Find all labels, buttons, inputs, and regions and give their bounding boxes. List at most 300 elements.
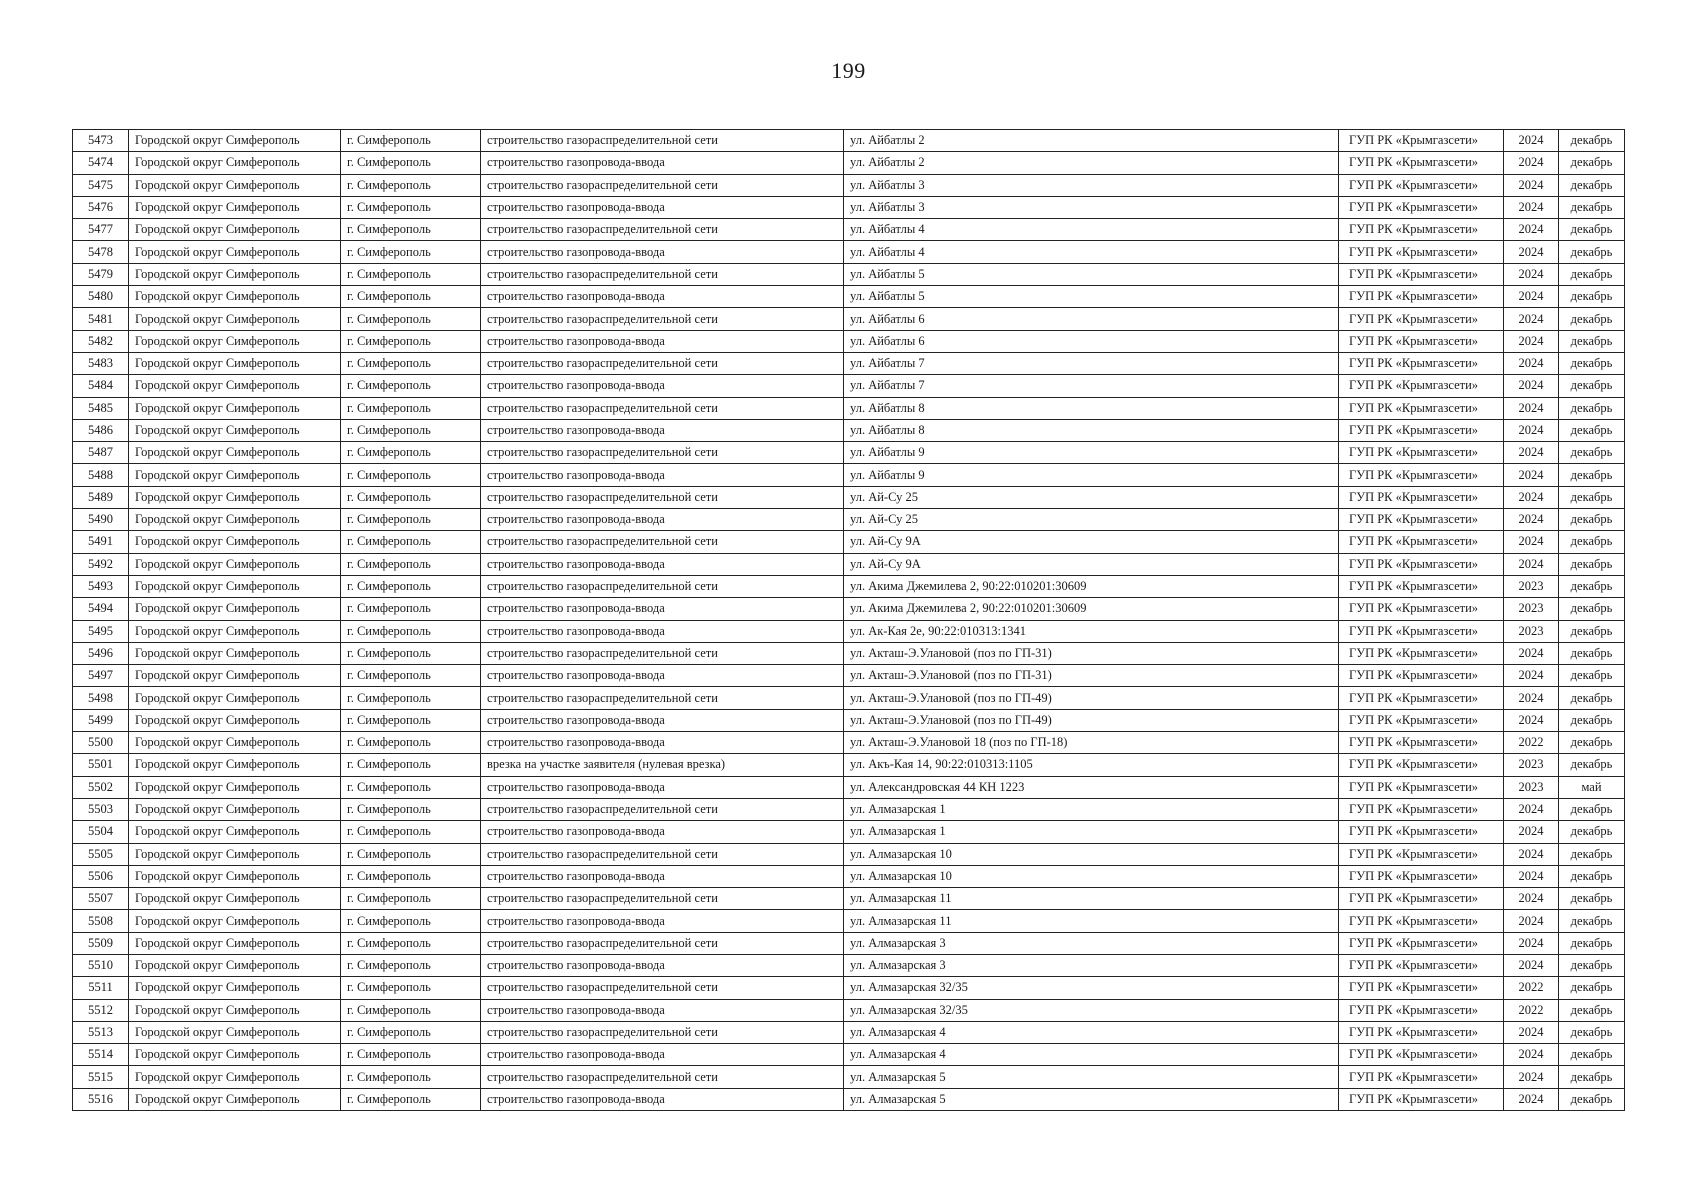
settlement-cell: г. Симферополь — [341, 843, 481, 865]
table-row — [73, 553, 1625, 575]
municipality-cell: Городской округ Симферополь — [129, 397, 341, 419]
month-cell: декабрь — [1559, 509, 1625, 531]
year-cell: 2024 — [1504, 687, 1559, 709]
address-cell: ул. Акташ-Э.Улановой 18 (поз по ГП-18) — [844, 732, 1339, 754]
row-number: 5481 — [73, 308, 129, 330]
settlement-cell: г. Симферополь — [341, 865, 481, 887]
municipality-cell: Городской округ Симферополь — [129, 196, 341, 218]
municipality-cell: Городской округ Симферополь — [129, 219, 341, 241]
month-cell: декабрь — [1559, 575, 1625, 597]
address-cell: ул. Айбатлы 4 — [844, 219, 1339, 241]
municipality-cell: Городской округ Симферополь — [129, 798, 341, 820]
settlement-cell: г. Симферополь — [341, 1021, 481, 1043]
row-number: 5482 — [73, 330, 129, 352]
organization-cell: ГУП РК «Крымгазсети» — [1339, 888, 1504, 910]
table-row — [73, 1044, 1625, 1066]
municipality-cell: Городской округ Симферополь — [129, 776, 341, 798]
work-type-cell: строительство газораспределительной сети — [481, 798, 844, 820]
settlement-cell: г. Симферополь — [341, 888, 481, 910]
year-cell: 2024 — [1504, 375, 1559, 397]
table-row — [73, 419, 1625, 441]
municipality-cell: Городской округ Симферополь — [129, 687, 341, 709]
row-number: 5494 — [73, 598, 129, 620]
address-cell: ул. Акташ-Э.Улановой (поз по ГП-49) — [844, 687, 1339, 709]
address-cell: ул. Акташ-Э.Улановой (поз по ГП-31) — [844, 642, 1339, 664]
row-number: 5490 — [73, 509, 129, 531]
address-cell: ул. Айбатлы 4 — [844, 241, 1339, 263]
organization-cell: ГУП РК «Крымгазсети» — [1339, 375, 1504, 397]
settlement-cell: г. Симферополь — [341, 954, 481, 976]
month-cell: декабрь — [1559, 954, 1625, 976]
settlement-cell: г. Симферополь — [341, 419, 481, 441]
organization-cell: ГУП РК «Крымгазсети» — [1339, 174, 1504, 196]
settlement-cell: г. Симферополь — [341, 263, 481, 285]
table-row — [73, 687, 1625, 709]
month-cell: декабрь — [1559, 375, 1625, 397]
month-cell: декабрь — [1559, 1021, 1625, 1043]
work-type-cell: строительство газораспределительной сети — [481, 352, 844, 374]
organization-cell: ГУП РК «Крымгазсети» — [1339, 843, 1504, 865]
row-number: 5474 — [73, 152, 129, 174]
address-cell: ул. Алмазарская 10 — [844, 843, 1339, 865]
settlement-cell: г. Симферополь — [341, 642, 481, 664]
settlement-cell: г. Симферополь — [341, 776, 481, 798]
table-row — [73, 821, 1625, 843]
year-cell: 2024 — [1504, 352, 1559, 374]
municipality-cell: Городской округ Симферополь — [129, 130, 341, 152]
row-number: 5514 — [73, 1044, 129, 1066]
address-cell: ул. Алмазарская 3 — [844, 932, 1339, 954]
address-cell: ул. Акташ-Э.Улановой (поз по ГП-49) — [844, 709, 1339, 731]
year-cell: 2022 — [1504, 999, 1559, 1021]
row-number: 5483 — [73, 352, 129, 374]
municipality-cell: Городской округ Симферополь — [129, 330, 341, 352]
organization-cell: ГУП РК «Крымгазсети» — [1339, 330, 1504, 352]
organization-cell: ГУП РК «Крымгазсети» — [1339, 308, 1504, 330]
address-cell: ул. Алмазарская 5 — [844, 1066, 1339, 1088]
row-number: 5499 — [73, 709, 129, 731]
address-cell: ул. Акима Джемилева 2, 90:22:010201:30609 — [844, 575, 1339, 597]
municipality-cell: Городской округ Симферополь — [129, 152, 341, 174]
municipality-cell: Городской округ Симферополь — [129, 999, 341, 1021]
work-type-cell: строительство газопровода-ввода — [481, 865, 844, 887]
address-cell: ул. Айбатлы 3 — [844, 174, 1339, 196]
settlement-cell: г. Симферополь — [341, 397, 481, 419]
work-type-cell: строительство газопровода-ввода — [481, 553, 844, 575]
year-cell: 2024 — [1504, 709, 1559, 731]
organization-cell: ГУП РК «Крымгазсети» — [1339, 196, 1504, 218]
settlement-cell: г. Симферополь — [341, 665, 481, 687]
settlement-cell: г. Симферополь — [341, 821, 481, 843]
settlement-cell: г. Симферополь — [341, 999, 481, 1021]
year-cell: 2024 — [1504, 910, 1559, 932]
municipality-cell: Городской округ Симферополь — [129, 442, 341, 464]
year-cell: 2024 — [1504, 954, 1559, 976]
address-cell: ул. Айбатлы 6 — [844, 308, 1339, 330]
work-type-cell: строительство газораспределительной сети — [481, 575, 844, 597]
municipality-cell: Городской округ Симферополь — [129, 754, 341, 776]
table-row — [73, 754, 1625, 776]
organization-cell: ГУП РК «Крымгазсети» — [1339, 1088, 1504, 1110]
organization-cell: ГУП РК «Крымгазсети» — [1339, 219, 1504, 241]
settlement-cell: г. Симферополь — [341, 442, 481, 464]
table-row — [73, 464, 1625, 486]
year-cell: 2024 — [1504, 798, 1559, 820]
work-type-cell: строительство газопровода-ввода — [481, 330, 844, 352]
work-type-cell: строительство газопровода-ввода — [481, 999, 844, 1021]
address-cell: ул. Ак-Кая 2е, 90:22:010313:1341 — [844, 620, 1339, 642]
month-cell: декабрь — [1559, 821, 1625, 843]
year-cell: 2024 — [1504, 442, 1559, 464]
month-cell: декабрь — [1559, 798, 1625, 820]
address-cell: ул. Акъ-Кая 14, 90:22:010313:1105 — [844, 754, 1339, 776]
organization-cell: ГУП РК «Крымгазсети» — [1339, 665, 1504, 687]
month-cell: декабрь — [1559, 1066, 1625, 1088]
row-number: 5492 — [73, 553, 129, 575]
work-type-cell: строительство газопровода-ввода — [481, 732, 844, 754]
month-cell: декабрь — [1559, 620, 1625, 642]
work-type-cell: строительство газораспределительной сети — [481, 1021, 844, 1043]
year-cell: 2024 — [1504, 932, 1559, 954]
municipality-cell: Городской округ Симферополь — [129, 241, 341, 263]
work-type-cell: строительство газораспределительной сети — [481, 977, 844, 999]
month-cell: декабрь — [1559, 1044, 1625, 1066]
municipality-cell: Городской округ Симферополь — [129, 464, 341, 486]
year-cell: 2024 — [1504, 263, 1559, 285]
organization-cell: ГУП РК «Крымгазсети» — [1339, 821, 1504, 843]
work-type-cell: строительство газораспределительной сети — [481, 263, 844, 285]
table-row — [73, 308, 1625, 330]
table-row — [73, 130, 1625, 152]
year-cell: 2024 — [1504, 464, 1559, 486]
month-cell: декабрь — [1559, 1088, 1625, 1110]
table-row — [73, 241, 1625, 263]
settlement-cell: г. Симферополь — [341, 910, 481, 932]
row-number: 5515 — [73, 1066, 129, 1088]
work-type-cell: строительство газораспределительной сети — [481, 308, 844, 330]
year-cell: 2024 — [1504, 397, 1559, 419]
month-cell: декабрь — [1559, 932, 1625, 954]
row-number: 5493 — [73, 575, 129, 597]
work-type-cell: строительство газопровода-ввода — [481, 464, 844, 486]
organization-cell: ГУП РК «Крымгазсети» — [1339, 754, 1504, 776]
address-cell: ул. Александровская 44 КН 1223 — [844, 776, 1339, 798]
address-cell: ул. Алмазарская 11 — [844, 910, 1339, 932]
work-type-cell: строительство газопровода-ввода — [481, 241, 844, 263]
year-cell: 2024 — [1504, 196, 1559, 218]
month-cell: декабрь — [1559, 687, 1625, 709]
settlement-cell: г. Симферополь — [341, 553, 481, 575]
year-cell: 2024 — [1504, 865, 1559, 887]
table-row — [73, 798, 1625, 820]
work-type-cell: строительство газопровода-ввода — [481, 954, 844, 976]
month-cell: декабрь — [1559, 419, 1625, 441]
row-number: 5511 — [73, 977, 129, 999]
settlement-cell: г. Симферополь — [341, 732, 481, 754]
organization-cell: ГУП РК «Крымгазсети» — [1339, 732, 1504, 754]
year-cell: 2023 — [1504, 575, 1559, 597]
address-cell: ул. Алмазарская 10 — [844, 865, 1339, 887]
row-number: 5489 — [73, 486, 129, 508]
year-cell: 2024 — [1504, 642, 1559, 664]
table-row — [73, 286, 1625, 308]
year-cell: 2024 — [1504, 419, 1559, 441]
row-number: 5485 — [73, 397, 129, 419]
work-type-cell: строительство газопровода-ввода — [481, 286, 844, 308]
settlement-cell: г. Симферополь — [341, 932, 481, 954]
page-number: 199 — [831, 58, 866, 83]
organization-cell: ГУП РК «Крымгазсети» — [1339, 910, 1504, 932]
month-cell: декабрь — [1559, 999, 1625, 1021]
work-type-cell: строительство газораспределительной сети — [481, 932, 844, 954]
row-number: 5504 — [73, 821, 129, 843]
municipality-cell: Городской округ Симферополь — [129, 509, 341, 531]
month-cell: декабрь — [1559, 352, 1625, 374]
table-row — [73, 509, 1625, 531]
row-number: 5476 — [73, 196, 129, 218]
organization-cell: ГУП РК «Крымгазсети» — [1339, 709, 1504, 731]
settlement-cell: г. Симферополь — [341, 330, 481, 352]
row-number: 5488 — [73, 464, 129, 486]
month-cell: декабрь — [1559, 330, 1625, 352]
organization-cell: ГУП РК «Крымгазсети» — [1339, 509, 1504, 531]
year-cell: 2024 — [1504, 1066, 1559, 1088]
address-cell: ул. Айбатлы 6 — [844, 330, 1339, 352]
municipality-cell: Городской округ Симферополь — [129, 1088, 341, 1110]
settlement-cell: г. Симферополь — [341, 798, 481, 820]
organization-cell: ГУП РК «Крымгазсети» — [1339, 486, 1504, 508]
row-number: 5506 — [73, 865, 129, 887]
year-cell: 2024 — [1504, 1044, 1559, 1066]
organization-cell: ГУП РК «Крымгазсети» — [1339, 999, 1504, 1021]
work-type-cell: строительство газораспределительной сети — [481, 130, 844, 152]
table-row — [73, 732, 1625, 754]
address-cell: ул. Алмазарская 32/35 — [844, 977, 1339, 999]
table-row — [73, 642, 1625, 664]
work-type-cell: строительство газораспределительной сети — [481, 642, 844, 664]
year-cell: 2024 — [1504, 1088, 1559, 1110]
settlement-cell: г. Симферополь — [341, 241, 481, 263]
table-row — [73, 330, 1625, 352]
municipality-cell: Городской округ Симферополь — [129, 263, 341, 285]
table-row — [73, 397, 1625, 419]
row-number: 5507 — [73, 888, 129, 910]
month-cell: декабрь — [1559, 196, 1625, 218]
month-cell: декабрь — [1559, 130, 1625, 152]
month-cell: декабрь — [1559, 709, 1625, 731]
month-cell: декабрь — [1559, 910, 1625, 932]
municipality-cell: Городской округ Симферополь — [129, 620, 341, 642]
settlement-cell: г. Симферополь — [341, 152, 481, 174]
table-row — [73, 1021, 1625, 1043]
work-type-cell: строительство газораспределительной сети — [481, 888, 844, 910]
organization-cell: ГУП РК «Крымгазсети» — [1339, 977, 1504, 999]
work-type-cell: строительство газопровода-ввода — [481, 665, 844, 687]
organization-cell: ГУП РК «Крымгазсети» — [1339, 152, 1504, 174]
municipality-cell: Городской округ Симферополь — [129, 375, 341, 397]
address-cell: ул. Айбатлы 7 — [844, 375, 1339, 397]
year-cell: 2024 — [1504, 888, 1559, 910]
table-row — [73, 531, 1625, 553]
municipality-cell: Городской округ Симферополь — [129, 642, 341, 664]
work-type-cell: строительство газопровода-ввода — [481, 1088, 844, 1110]
settlement-cell: г. Симферополь — [341, 620, 481, 642]
month-cell: декабрь — [1559, 286, 1625, 308]
table-row — [73, 575, 1625, 597]
month-cell: декабрь — [1559, 888, 1625, 910]
municipality-cell: Городской округ Симферополь — [129, 419, 341, 441]
month-cell: декабрь — [1559, 152, 1625, 174]
municipality-cell: Городской округ Симферополь — [129, 486, 341, 508]
municipality-cell: Городской округ Симферополь — [129, 709, 341, 731]
year-cell: 2023 — [1504, 754, 1559, 776]
table-row — [73, 598, 1625, 620]
municipality-cell: Городской округ Симферополь — [129, 865, 341, 887]
month-cell: декабрь — [1559, 732, 1625, 754]
table-row — [73, 442, 1625, 464]
work-type-cell: строительство газораспределительной сети — [481, 174, 844, 196]
organization-cell: ГУП РК «Крымгазсети» — [1339, 352, 1504, 374]
work-type-cell: врезка на участке заявителя (нулевая врезка) — [481, 754, 844, 776]
month-cell: декабрь — [1559, 754, 1625, 776]
row-number: 5497 — [73, 665, 129, 687]
work-type-cell: строительство газопровода-ввода — [481, 620, 844, 642]
month-cell: декабрь — [1559, 308, 1625, 330]
address-cell: ул. Айбатлы 2 — [844, 130, 1339, 152]
month-cell: декабрь — [1559, 531, 1625, 553]
register-table-body — [73, 130, 1625, 1111]
organization-cell: ГУП РК «Крымгазсети» — [1339, 954, 1504, 976]
organization-cell: ГУП РК «Крымгазсети» — [1339, 553, 1504, 575]
work-type-cell: строительство газораспределительной сети — [481, 397, 844, 419]
month-cell: декабрь — [1559, 174, 1625, 196]
organization-cell: ГУП РК «Крымгазсети» — [1339, 575, 1504, 597]
month-cell: декабрь — [1559, 263, 1625, 285]
municipality-cell: Городской округ Симферополь — [129, 308, 341, 330]
row-number: 5491 — [73, 531, 129, 553]
year-cell: 2024 — [1504, 308, 1559, 330]
work-type-cell: строительство газопровода-ввода — [481, 776, 844, 798]
settlement-cell: г. Симферополь — [341, 464, 481, 486]
row-number: 5510 — [73, 954, 129, 976]
month-cell: декабрь — [1559, 397, 1625, 419]
organization-cell: ГУП РК «Крымгазсети» — [1339, 130, 1504, 152]
month-cell: декабрь — [1559, 241, 1625, 263]
settlement-cell: г. Симферополь — [341, 509, 481, 531]
year-cell: 2023 — [1504, 598, 1559, 620]
year-cell: 2023 — [1504, 776, 1559, 798]
organization-cell: ГУП РК «Крымгазсети» — [1339, 798, 1504, 820]
municipality-cell: Городской округ Симферополь — [129, 954, 341, 976]
year-cell: 2024 — [1504, 486, 1559, 508]
table-row — [73, 196, 1625, 218]
address-cell: ул. Алмазарская 1 — [844, 798, 1339, 820]
municipality-cell: Городской округ Симферополь — [129, 174, 341, 196]
settlement-cell: г. Симферополь — [341, 130, 481, 152]
table-row — [73, 263, 1625, 285]
row-number: 5505 — [73, 843, 129, 865]
settlement-cell: г. Симферополь — [341, 1044, 481, 1066]
year-cell: 2024 — [1504, 1021, 1559, 1043]
row-number: 5509 — [73, 932, 129, 954]
month-cell: май — [1559, 776, 1625, 798]
row-number: 5487 — [73, 442, 129, 464]
month-cell: декабрь — [1559, 442, 1625, 464]
settlement-cell: г. Симферополь — [341, 286, 481, 308]
row-number: 5508 — [73, 910, 129, 932]
year-cell: 2023 — [1504, 620, 1559, 642]
organization-cell: ГУП РК «Крымгазсети» — [1339, 531, 1504, 553]
settlement-cell: г. Симферополь — [341, 219, 481, 241]
municipality-cell: Городской округ Симферополь — [129, 286, 341, 308]
organization-cell: ГУП РК «Крымгазсети» — [1339, 442, 1504, 464]
table-row — [73, 865, 1625, 887]
row-number: 5480 — [73, 286, 129, 308]
organization-cell: ГУП РК «Крымгазсети» — [1339, 419, 1504, 441]
municipality-cell: Городской округ Симферополь — [129, 977, 341, 999]
settlement-cell: г. Симферополь — [341, 308, 481, 330]
municipality-cell: Городской округ Симферополь — [129, 1021, 341, 1043]
year-cell: 2024 — [1504, 330, 1559, 352]
organization-cell: ГУП РК «Крымгазсети» — [1339, 241, 1504, 263]
municipality-cell: Городской округ Симферополь — [129, 821, 341, 843]
row-number: 5473 — [73, 130, 129, 152]
organization-cell: ГУП РК «Крымгазсети» — [1339, 286, 1504, 308]
address-cell: ул. Айбатлы 9 — [844, 464, 1339, 486]
settlement-cell: г. Симферополь — [341, 977, 481, 999]
work-type-cell: строительство газопровода-ввода — [481, 419, 844, 441]
address-cell: ул. Айбатлы 5 — [844, 286, 1339, 308]
work-type-cell: строительство газораспределительной сети — [481, 1066, 844, 1088]
row-number: 5503 — [73, 798, 129, 820]
organization-cell: ГУП РК «Крымгазсети» — [1339, 642, 1504, 664]
address-cell: ул. Ай-Су 25 — [844, 509, 1339, 531]
municipality-cell: Городской округ Симферополь — [129, 665, 341, 687]
table-row — [73, 843, 1625, 865]
year-cell: 2024 — [1504, 241, 1559, 263]
month-cell: декабрь — [1559, 598, 1625, 620]
work-type-cell: строительство газопровода-ввода — [481, 152, 844, 174]
month-cell: декабрь — [1559, 464, 1625, 486]
organization-cell: ГУП РК «Крымгазсети» — [1339, 620, 1504, 642]
table-row — [73, 709, 1625, 731]
year-cell: 2024 — [1504, 130, 1559, 152]
municipality-cell: Городской округ Симферополь — [129, 1066, 341, 1088]
row-number: 5484 — [73, 375, 129, 397]
settlement-cell: г. Симферополь — [341, 375, 481, 397]
year-cell: 2024 — [1504, 821, 1559, 843]
row-number: 5513 — [73, 1021, 129, 1043]
table-row — [73, 776, 1625, 798]
row-number: 5495 — [73, 620, 129, 642]
table-row — [73, 620, 1625, 642]
municipality-cell: Городской округ Симферополь — [129, 888, 341, 910]
organization-cell: ГУП РК «Крымгазсети» — [1339, 1044, 1504, 1066]
month-cell: декабрь — [1559, 665, 1625, 687]
organization-cell: ГУП РК «Крымгазсети» — [1339, 776, 1504, 798]
settlement-cell: г. Симферополь — [341, 575, 481, 597]
month-cell: декабрь — [1559, 865, 1625, 887]
table-row — [73, 932, 1625, 954]
row-number: 5478 — [73, 241, 129, 263]
settlement-cell: г. Симферополь — [341, 598, 481, 620]
organization-cell: ГУП РК «Крымгазсети» — [1339, 263, 1504, 285]
address-cell: ул. Айбатлы 8 — [844, 397, 1339, 419]
work-type-cell: строительство газопровода-ввода — [481, 821, 844, 843]
table-row — [73, 486, 1625, 508]
settlement-cell: г. Симферополь — [341, 196, 481, 218]
table-row — [73, 999, 1625, 1021]
